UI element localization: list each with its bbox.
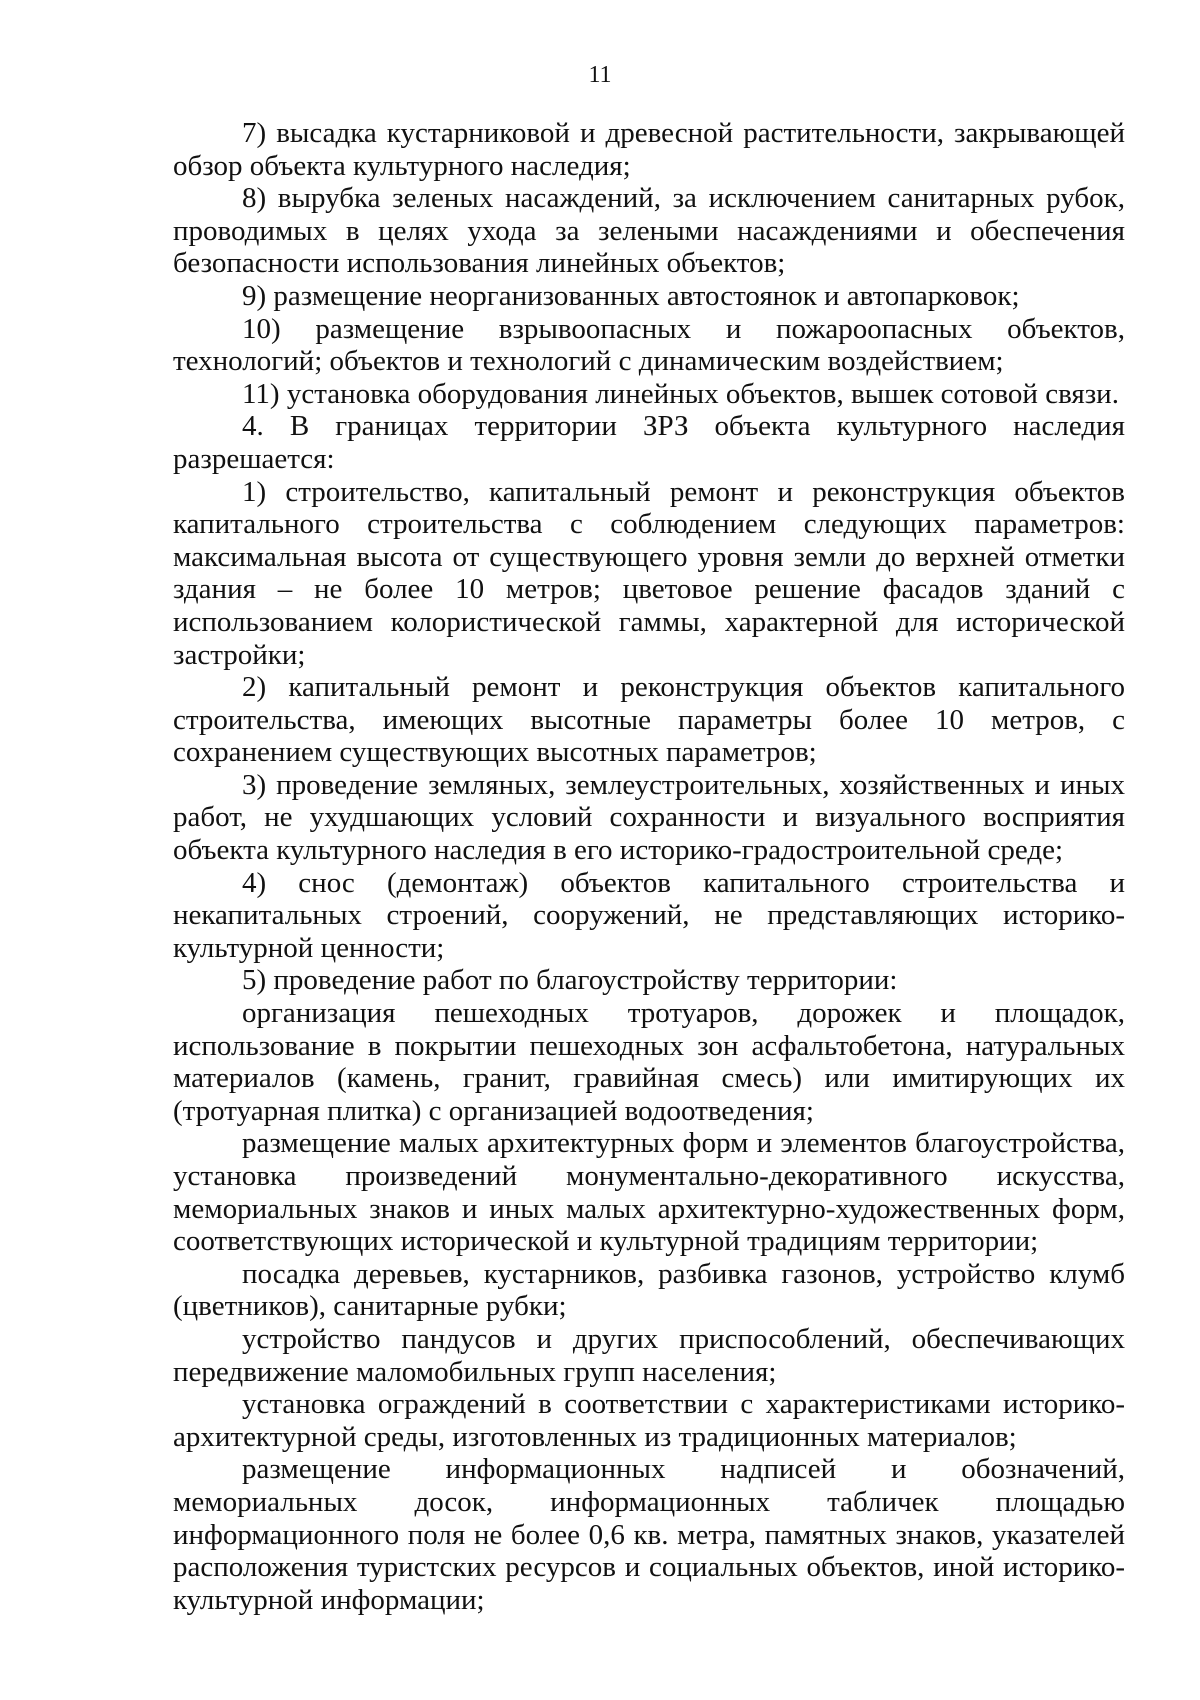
paragraph: установка ограждений в соответствии с характеристиками историко-архитектурной среды, изготовленных из традиционных материалов; <box>173 1388 1125 1453</box>
paragraph: 4) снос (демонтаж) объектов капитального строительства и некапитальных строений, сооружений, не представляющих историко-культурной ценности; <box>173 866 1125 964</box>
paragraph: 5) проведение работ по благоустройству территории: <box>242 964 898 997</box>
paragraph: 11) установка оборудования линейных объектов, вышек сотовой связи. <box>242 377 1119 410</box>
page-number: 11 <box>588 62 612 88</box>
paragraph: 8) вырубка зеленых насаждений, за исключением санитарных рубок, проводимых в целях ухода за зелеными насаждениями и обеспечения безопасности использования линейных объектов; <box>173 182 1125 280</box>
paragraph: 9) размещение неорганизованных автостоянок и автопарковок; <box>242 279 1020 312</box>
document-body <box>173 117 1125 1616</box>
paragraph: 10) размещение взрывоопасных и пожароопасных объектов, технологий; объектов и технологий с динамическим воздействием; <box>173 312 1125 378</box>
paragraph: 4. В границах территории ЗРЗ объекта культурного наследия разрешается: <box>173 410 1125 475</box>
paragraph: посадка деревьев, кустарников, разбивка газонов, устройство клумб (цветников), санитарные рубки; <box>173 1257 1125 1323</box>
paragraph: 2) капитальный ремонт и реконструкция объектов капитального строительства, имеющих высотные параметры более 10 метров, с сохранением существующих высотных параметров; <box>173 671 1125 769</box>
paragraph: 7) высадка кустарниковой и древесной растительности, закрывающей обзор объекта культурного наследия; <box>173 117 1125 182</box>
paragraph: размещение малых архитектурных форм и элементов благоустройства, установка произведений монументально-декоративного искусства, мемориальных знаков и иных малых архитектурно-художественных форм, соответствующих исторической и культурной традициям территории; <box>173 1127 1125 1258</box>
paragraph: организация пешеходных тротуаров, дорожек и площадок, использование в покрытии пешеходных зон асфальтобетона, натуральных материалов (камень, гранит, гравийная смесь) или имитирующих их (тротуарная плитка) с организацией водоотведения; <box>173 997 1125 1127</box>
paragraph: устройство пандусов и других приспособлений, обеспечивающих передвижение маломобильных групп населения; <box>173 1322 1125 1388</box>
paragraph: размещение информационных надписей и обозначений, мемориальных досок, информационных табличек площадью информационного поля не более 0,6 кв. метра, памятных знаков, указателей расположения туристских ресурсов и социальных объектов, иной историко-культурной информации; <box>173 1453 1125 1616</box>
paragraph: 3) проведение земляных, землеустроительных, хозяйственных и иных работ, не ухудшающих условий сохранности и визуального восприятия объекта культурного наследия в его историко-градостроительной среде; <box>173 768 1125 867</box>
paragraph: 1) строительство, капитальный ремонт и реконструкция объектов капитального строительства с соблюдением следующих параметров: максимальная высота от существующего уровня земли до верхней отметки здания – не более 10 метров; цветовое решение фасадов зданий с использованием колористической гаммы, характерной для исторической застройки; <box>173 475 1125 671</box>
